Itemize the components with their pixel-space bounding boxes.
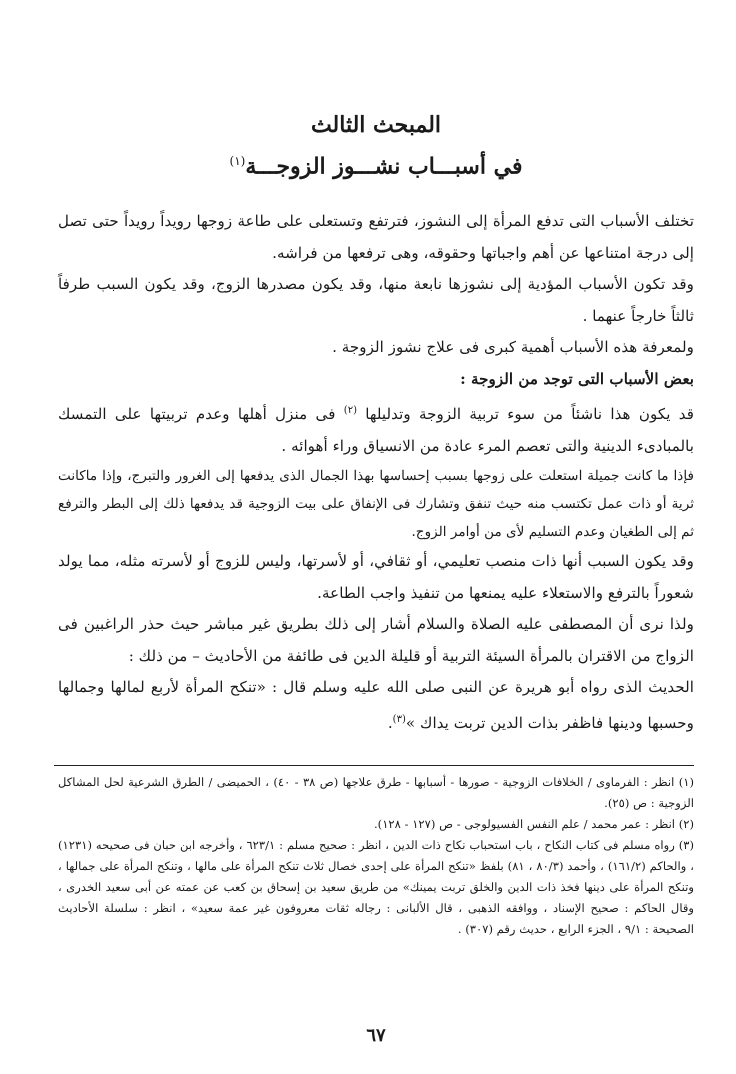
footnote-marker-2: (٢) — [343, 405, 357, 416]
paragraph-7: وقد يكون السبب أنها ذات منصب تعليمي، أو ثقافي، أو لأسرتها، وليس للزوج أو لأسرته مثله، مما يولد شعوراً بالترفع والاستعلاء عليه يمنعها من تنفيذ واجب الطاعة. — [58, 552, 694, 602]
hadith-text: الحديث الذى رواه أبو هريرة عن النبى صلى الله عليه وسلم قال : «تنكح المرأة لأربع لمالها وجمالها وحسبها ودينها فاظفر بذات الدين تربت يداك » — [58, 678, 694, 732]
footnote-marker-1: (١) — [229, 154, 246, 168]
page-number: ٦٧ — [366, 1025, 386, 1046]
body-text — [58, 206, 694, 739]
footnote-1: (١) انظر : الفرماوى / الخلافات الزوجية - صورها - أسبابها - طرق علاجها (ص ٣٨ - ٤٠) ، الحميضى / الطرق الشرعية لحل المشاكل الزوجية : ص (٢٥). — [58, 775, 694, 810]
paragraph-3: ولمعرفة هذه الأسباب أهمية كبرى فى علاج نشوز الزوجة . — [332, 338, 694, 356]
chapter-subtitle — [58, 144, 694, 183]
footnote-divider — [54, 765, 694, 766]
paragraph-8: ولذا نرى أن المصطفى عليه الصلاة والسلام أشار إلى ذلك بطريق غير مباشر حيث حذر الراغبين فى الزواج من الاقتران بالمرأة السيئة التربية أو قليلة الدين فى طائفة من الأحاديث – من ذلك : — [58, 615, 694, 665]
paragraph-9 — [58, 672, 694, 739]
subtitle-text: في أسبـــاب نشـــوز الزوجـــة — [245, 153, 523, 180]
section-heading-wife-causes: بعض الأسباب التى توجد من الزوجة : — [460, 369, 694, 388]
paragraph-6: فإذا ما كانت جميلة استعلت على زوجها بسبب إحساسها بهذا الجمال الذى يدفعها إلى الغرور والتبرج، وإذا ماكانت ثرية أو ذات عمل تكتسب منه حيث تنفق وتشارك فى الإنفاق على بيت الزوجية قد يدفعها ذلك إلى البطر والترفع ثم إلى الطغيان وعدم التسليم لأى من أوامر الزوج. — [58, 468, 694, 541]
chapter-headings — [58, 108, 694, 183]
hadith-end: . — [387, 713, 393, 732]
paragraph-1: تختلف الأسباب التى تدفع المرأة إلى النشوز، فترتفع وتستعلى على طاعة زوجها رويداً رويداً حتى تصل إلى درجة امتناعها عن أهم واجباتها وحقوقه، وهى ترفعها من فراشه. — [58, 212, 694, 262]
footnote-marker-3: (٣) — [392, 713, 406, 725]
footnote-3: (٣) رواه مسلم فى كتاب النكاح ، باب استحباب نكاح ذات الدين ، انظر : صحيح مسلم : ٦٢٣/١ ، وأخرجه ابن حبان فى صحيحه (١٢٣١) ، والحاكم (١٦١/٢) ، وأحمد (٨٠/٣ ، ٨١) بلفظ «تنكح المرأة على إحدى خصال ثلاث تنكح المرأة على مالها ، وتنكح المرأة على جمالها ، وتنكح المرأة على دينها فخذ ذات الدين والخلق تربت يمينك» من طريق سعيد بن إسحاق بن كعب عن عمته عن أبى سعيد الخدرى ، وقال الحاكم : صحيح الإسناد ، ووافقه الذهبى ، قال الألبانى : رجاله ثقات معروفون غير عمة سعيد» ، انظر : سلسلة الأحاديث الصحيحة : ٩/١ ، الجزء الرابع ، حديث رقم (٣٠٧) . — [58, 838, 695, 936]
book-page — [58, 0, 694, 1074]
paragraph-2: وقد تكون الأسباب المؤدية إلى نشوزها نابعة منها، وقد يكون مصدرها الزوج، وقد يكون السبب طرفاً ثالثاً خارجاً عنهما . — [58, 275, 694, 325]
footnotes — [58, 772, 694, 940]
chapter-title: المبحث الثالث — [310, 112, 442, 138]
paragraph-5 — [58, 395, 694, 462]
paragraph-5-end: فى منزل أهلها وعدم تربيتها على التمسك بالمبادىء الدينية والتى تعصم المرء عادة من الانسياق وراء أهوائه . — [58, 405, 694, 455]
paragraph-5-start: قد يكون هذا ناشئاً من سوء تربية الزوجة وتدليلها — [365, 405, 695, 424]
footnote-2: (٢) انظر : عمر محمد / علم النفس الفسيولوجى - ص (١٢٧ - ١٢٨). — [373, 817, 694, 831]
